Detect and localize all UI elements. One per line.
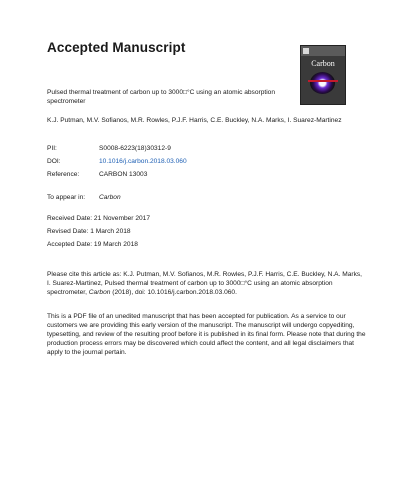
doi-label: DOI: (47, 158, 61, 165)
citation-journal: Carbon (88, 289, 111, 296)
journal-cover-thumbnail (300, 45, 346, 105)
article-title: Pulsed thermal treatment of carbon up to 3000□°C using an atomic absorption spectrometer (47, 89, 276, 105)
pii-value: S0008-6223(18)30312-9 (99, 145, 171, 152)
disclaimer-notice: This is a PDF file of an unedited manuscript that has been accepted for publication. As a service to our customers we are providing this early version of the manuscript. The manuscript will undergo copyediting, typesetting, and review of the resulting proof before it is published in its final form. Please note that during the production process errors may be discovered which could affect the content, and all legal disclaimers that apply to the journal pertain. (47, 313, 366, 356)
author-list: K.J. Putman, M.V. Sofianos, M.R. Rowles, P.J.F. Harris, C.E. Buckley, N.A. Marks, I. Suarez-Martinez (47, 117, 342, 124)
revised-date: Revised Date: 1 March 2018 (47, 228, 131, 235)
citation-prefix: Please cite this article as: K.J. Putman, M.V. Sofianos, M.R. Rowles, P.J.F. Harris, C.E. Buckley, N.A. Marks, I. Suarez-Martinez, Pulsed thermal treatment of carbon up to 3000□°C using an atomic absorption spectrometer, (47, 271, 363, 296)
cover-artwork (310, 72, 335, 94)
citation-suffix: (2018), doi: 10.1016/j.carbon.2018.03.060. (110, 289, 237, 296)
reference-value: CARBON 13003 (99, 171, 148, 178)
cover-journal-title: Carbon (311, 59, 335, 68)
pii-label: PII: (47, 145, 57, 152)
to-appear-journal: Carbon (99, 194, 121, 201)
reference-label: Reference: (47, 171, 80, 178)
to-appear-label: To appear in: (47, 194, 86, 201)
doi-link[interactable]: 10.1016/j.carbon.2018.03.060 (99, 158, 187, 165)
accepted-date: Accepted Date: 19 March 2018 (47, 241, 138, 248)
page-heading: Accepted Manuscript (47, 40, 186, 55)
citation-paragraph (47, 270, 367, 297)
publisher-logo-icon (303, 48, 309, 54)
received-date: Received Date: 21 November 2017 (47, 215, 150, 222)
cover-stripe (308, 80, 338, 82)
